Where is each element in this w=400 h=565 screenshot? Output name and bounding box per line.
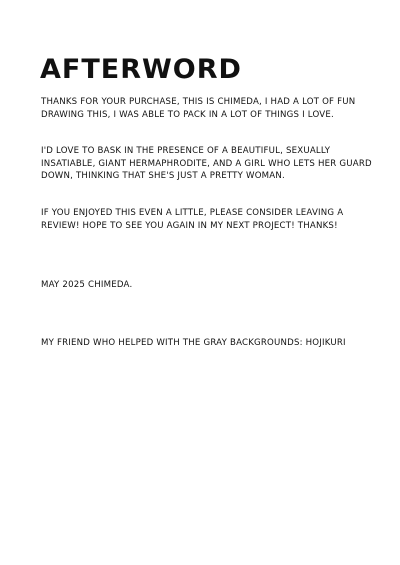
paragraph-review-request: IF YOU ENJOYED THIS EVEN A LITTLE, PLEASE CONSIDER LEAVING A REVIEW! HOPE TO SEE YOU AGAIN IN MY NEXT PROJECT! THANKS!: [41, 208, 344, 231]
paragraph-credits: MY FRIEND WHO HELPED WITH THE GRAY BACKGROUNDS: HOJIKURI: [41, 338, 346, 348]
paragraph-thanks: THANKS FOR YOUR PURCHASE, THIS IS CHIMEDA, I HAD A LOT OF FUN DRAWING THIS, I WAS ABLE TO PACK IN A LOT OF THINGS I LOVE.: [41, 97, 356, 120]
signature-date: MAY 2025 CHIMEDA.: [41, 280, 133, 290]
paragraph-wish: I'D LOVE TO BASK IN THE PRESENCE OF A BEAUTIFUL, SEXUALLY INSATIABLE, GIANT HERMAPHRODITE, AND A GIRL WHO LETS HER GUARD DOWN, THINKING THAT SHE'S JUST A PRETTY WOMAN.: [41, 146, 372, 182]
page-title: AFTERWORD: [40, 54, 242, 85]
